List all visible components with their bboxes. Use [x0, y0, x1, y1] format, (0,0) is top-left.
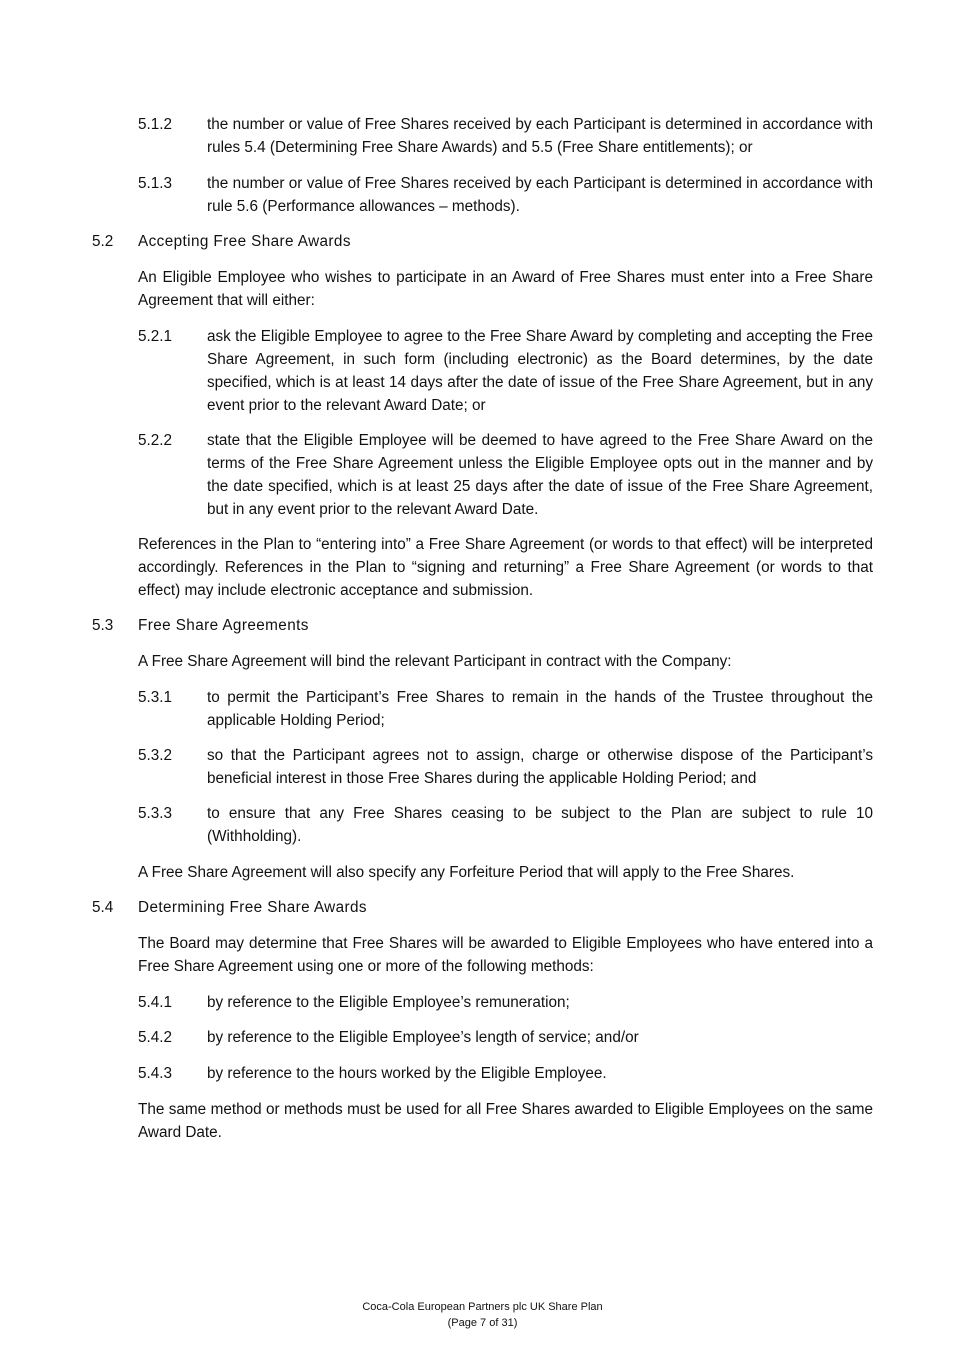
clause-number: 5.1.2: [138, 116, 173, 133]
clause-text: by reference to the hours worked by the Eligible Employee.: [207, 1065, 607, 1082]
clause-text: to permit the Participant’s Free Shares to remain in the hands of the Trustee throughout the applicable Holding Period;: [207, 689, 873, 729]
clause-number: 5.2.1: [138, 328, 173, 345]
paragraph-text: An Eligible Employee who wishes to participate in an Award of Free Shares must enter into a Free Share Agreement that will either:: [138, 269, 873, 309]
clause-number: 5.2.2: [138, 432, 173, 449]
clause-number: 5.3.3: [138, 805, 173, 822]
section-number: 5.3: [92, 617, 114, 634]
clause-text: ask the Eligible Employee to agree to the Free Share Award by completing and accepting the Free Share Agreement, in such form (including electronic) as the Board determines, by the date specified, which is at least 14 days after the date of issue of the Free Share Agreement, but in any event prior to the relevant Award Date; or: [207, 328, 873, 414]
clause-text: the number or value of Free Shares received by each Participant is determined in accordance with rule 5.6 (Performance allowances – methods).: [207, 175, 873, 215]
section-number: 5.2: [92, 233, 114, 250]
section-heading: Free Share Agreements: [138, 617, 309, 634]
clause-text: so that the Participant agrees not to assign, charge or otherwise dispose of the Participant’s beneficial interest in those Free Shares during the applicable Holding Period; and: [207, 747, 873, 787]
clause-text: by reference to the Eligible Employee’s remuneration;: [207, 994, 570, 1011]
section-heading: Determining Free Share Awards: [138, 899, 367, 916]
clause-number: 5.3.1: [138, 689, 173, 706]
clause-number: 5.4.2: [138, 1029, 173, 1046]
clause-text: the number or value of Free Shares received by each Participant is determined in accordance with rules 5.4 (Determining Free Share Awards) and 5.5 (Free Share entitlements); or: [207, 116, 873, 156]
paragraph-text: A Free Share Agreement will bind the relevant Participant in contract with the Company:: [138, 653, 732, 670]
clause-number: 5.4.1: [138, 994, 173, 1011]
clause-text: by reference to the Eligible Employee’s length of service; and/or: [207, 1029, 639, 1046]
section-number: 5.4: [92, 899, 114, 916]
clause-number: 5.1.3: [138, 175, 173, 192]
clause-text: state that the Eligible Employee will be deemed to have agreed to the Free Share Award on the terms of the Free Share Agreement unless the Eligible Employee opts out in the manner and by the date specified, which is at least 25 days after the date of issue of the Free Share Agreement, but in any event prior to the relevant Award Date.: [207, 432, 873, 518]
paragraph-text: References in the Plan to “entering into” a Free Share Agreement (or words to that effect) will be interpreted accordingly. References in the Plan to “signing and returning” a Free Share Agreement (or words to that effect) may include electronic acceptance and submission.: [138, 536, 873, 599]
footer-page-number: (Page 7 of 31): [447, 1317, 518, 1329]
clause-number: 5.4.3: [138, 1065, 173, 1082]
clause-number: 5.3.2: [138, 747, 173, 764]
section-heading: Accepting Free Share Awards: [138, 233, 351, 250]
paragraph-text: The same method or methods must be used for all Free Shares awarded to Eligible Employees on the same Award Date.: [138, 1101, 873, 1141]
paragraph-text: The Board may determine that Free Shares will be awarded to Eligible Employees who have entered into a Free Share Agreement using one or more of the following methods:: [138, 935, 873, 975]
footer-plan-title: Coca-Cola European Partners plc UK Share Plan: [362, 1301, 603, 1313]
paragraph-text: A Free Share Agreement will also specify any Forfeiture Period that will apply to the Free Shares.: [138, 864, 795, 881]
clause-text: to ensure that any Free Shares ceasing to be subject to the Plan are subject to rule 10 (Withholding).: [207, 805, 873, 845]
